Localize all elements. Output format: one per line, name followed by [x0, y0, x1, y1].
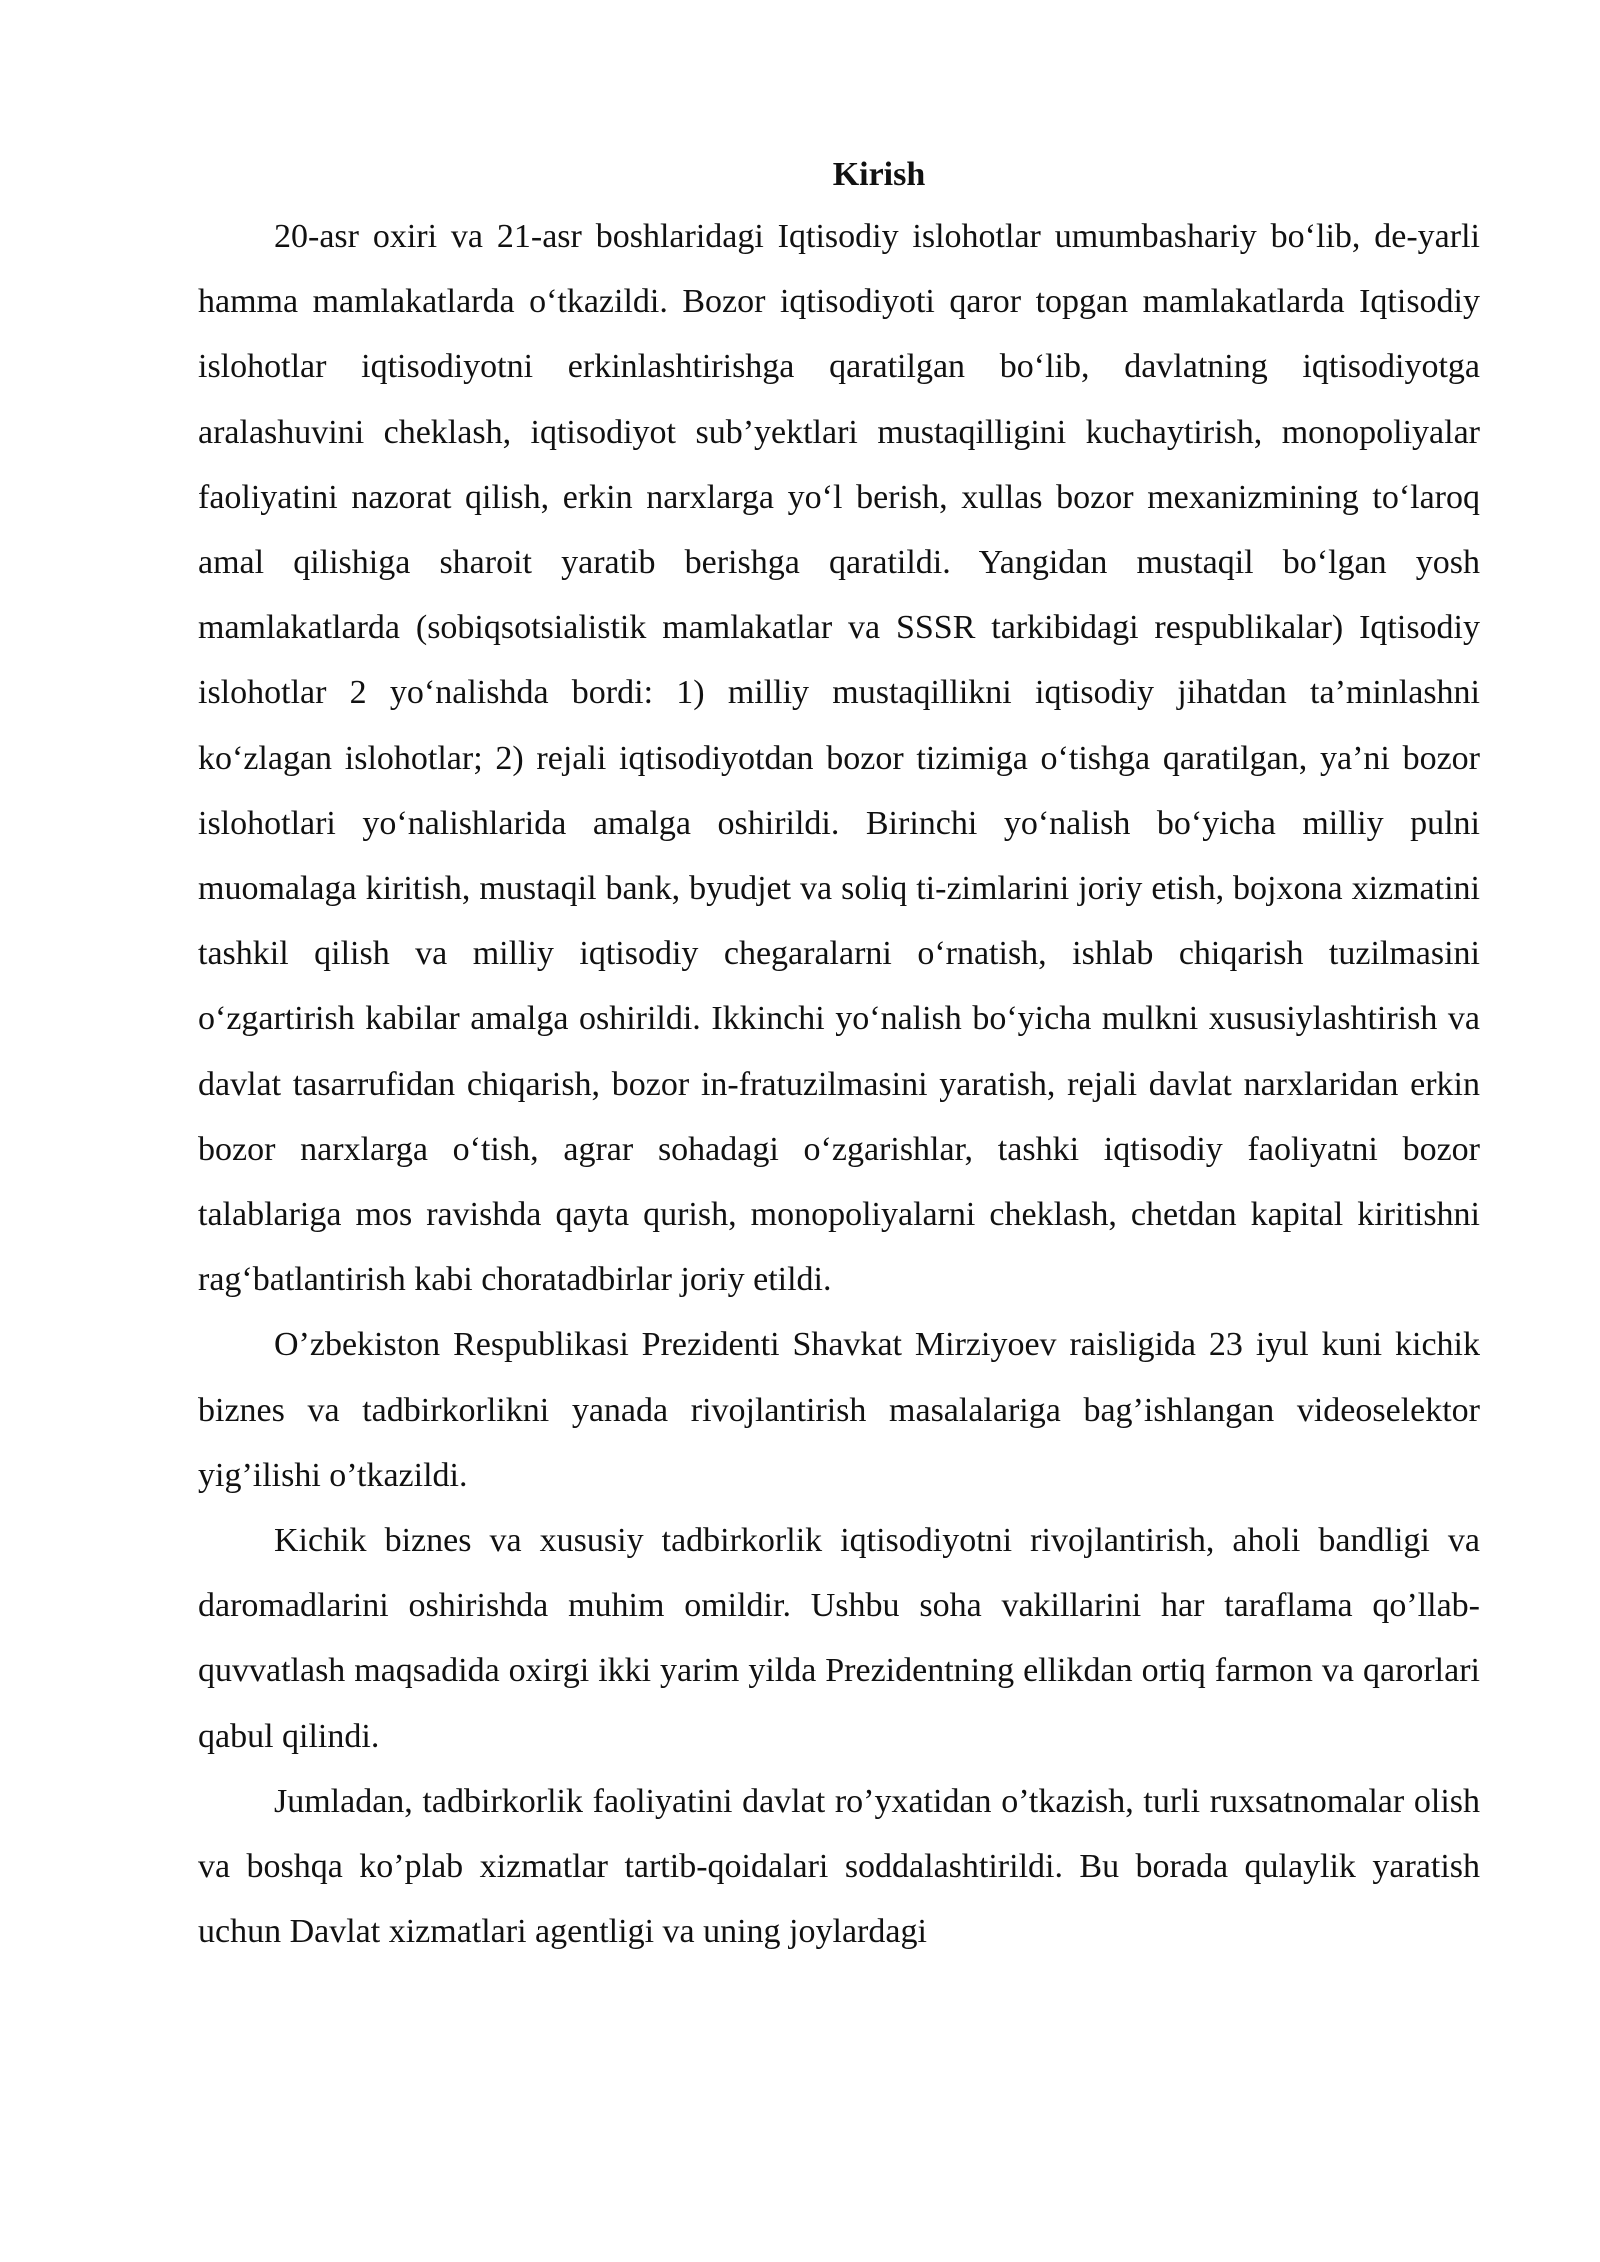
- paragraph-simplification: Jumladan, tadbirkorlik faoliyatini davlat ro’yxatidan o’tkazish, turli ruxsatnomalar olish va boshqa ko’plab xizmatlar tartib-qoidalari soddalashtirildi. Bu borada qulaylik yaratish uchun Davlat xizmatlari agentligi va uning joylardagi: [198, 1782, 1480, 1951]
- paragraph-videoselector-meeting: O’zbekiston Respublikasi Prezidenti Shavkat Mirziyoev raisligida 23 iyul kuni kichik biznes va tadbirkorlikni yanada rivojlantirish masalalariga bag’ishlangan videoselektor yig’ilishi o’tkazildi.: [198, 1326, 1480, 1494]
- paragraph-intro: 20-asr oxiri va 21-asr boshlaridagi Iqtisodiy islohotlar umumbashariy bo‘lib, de-yarli hamma mamlakatlarda o‘tkazildi. Bozor iqtisodiyoti qaror topgan mamlakatlarda Iqtisodiy islohotlar iqtisodiyotni erkinlashtirishga qaratilgan bo‘lib, davlatning iqtisodiyotga aralashuvini cheklash, iqtisodiyot sub’yektlari mustaqilligini kuchaytirish, monopoliyalar faoliyatini nazorat qilish, erkin narxlarga yo‘l berish, xullas bozor mexanizmining to‘laroq amal qilishiga sharoit yaratib berishga qaratildi. Yangidan mustaqil bo‘lgan yosh mamlakatlarda (sobiqsotsialistik mamlakatlar va SSSR tarkibidagi respublikalar) Iqtisodiy islohotlar 2 yo‘nalishda bordi: 1) milliy mustaqillikni iqtisodiy jihatdan ta’minlashni ko‘zlagan islohotlar; 2) rejali iqtisodiyotdan bozor tizimiga o‘tishga qaratilgan, ya’ni bozor islohotlari yo‘nalishlarida amalga oshirildi. Birinchi yo‘nalish bo‘yicha milliy pulni muomalaga kiritish, mustaqil bank, byudjet va soliq ti-zimlarini joriy etish, bojxona xizmatini tashkil qilish va milliy iqtisodiy chegaralarni o‘rnatish, ishlab chiqarish tuzilmasini o‘zgartirish kabilar amalga oshirildi. Ikkinchi yo‘nalish bo‘yicha mulkni xususiylashtirish va davlat tasarrufidan chiqarish, bozor in-fratuzilmasini yaratish, rejali davlat narxlaridan erkin bozor narxlarga o‘tish, agrar sohadagi o‘zgarishlar, tashki iqtisodiy faoliyatni bozor talablariga mos ravishda qayta qurish, monopoliyalarni cheklash, chetdan kapital kiritishni rag‘batlantirish kabi choratadbirlar joriy etildi.: [198, 218, 1480, 1299]
- document-body: [198, 150, 1480, 1964]
- document-title: Kirish: [832, 156, 926, 193]
- paragraph-small-business: Kichik biznes va xususiy tadbirkorlik iqtisodiyotni rivojlantirish, aholi bandligi va daromadlarini oshirishda muhim omildir. Ushbu soha vakillarini har taraflama qo’llab-quvvatlash maqsadida oxirgi ikki yarim yilda Prezidentning ellikdan ortiq farmon va qarorlari qabul qilindi.: [198, 1522, 1480, 1755]
